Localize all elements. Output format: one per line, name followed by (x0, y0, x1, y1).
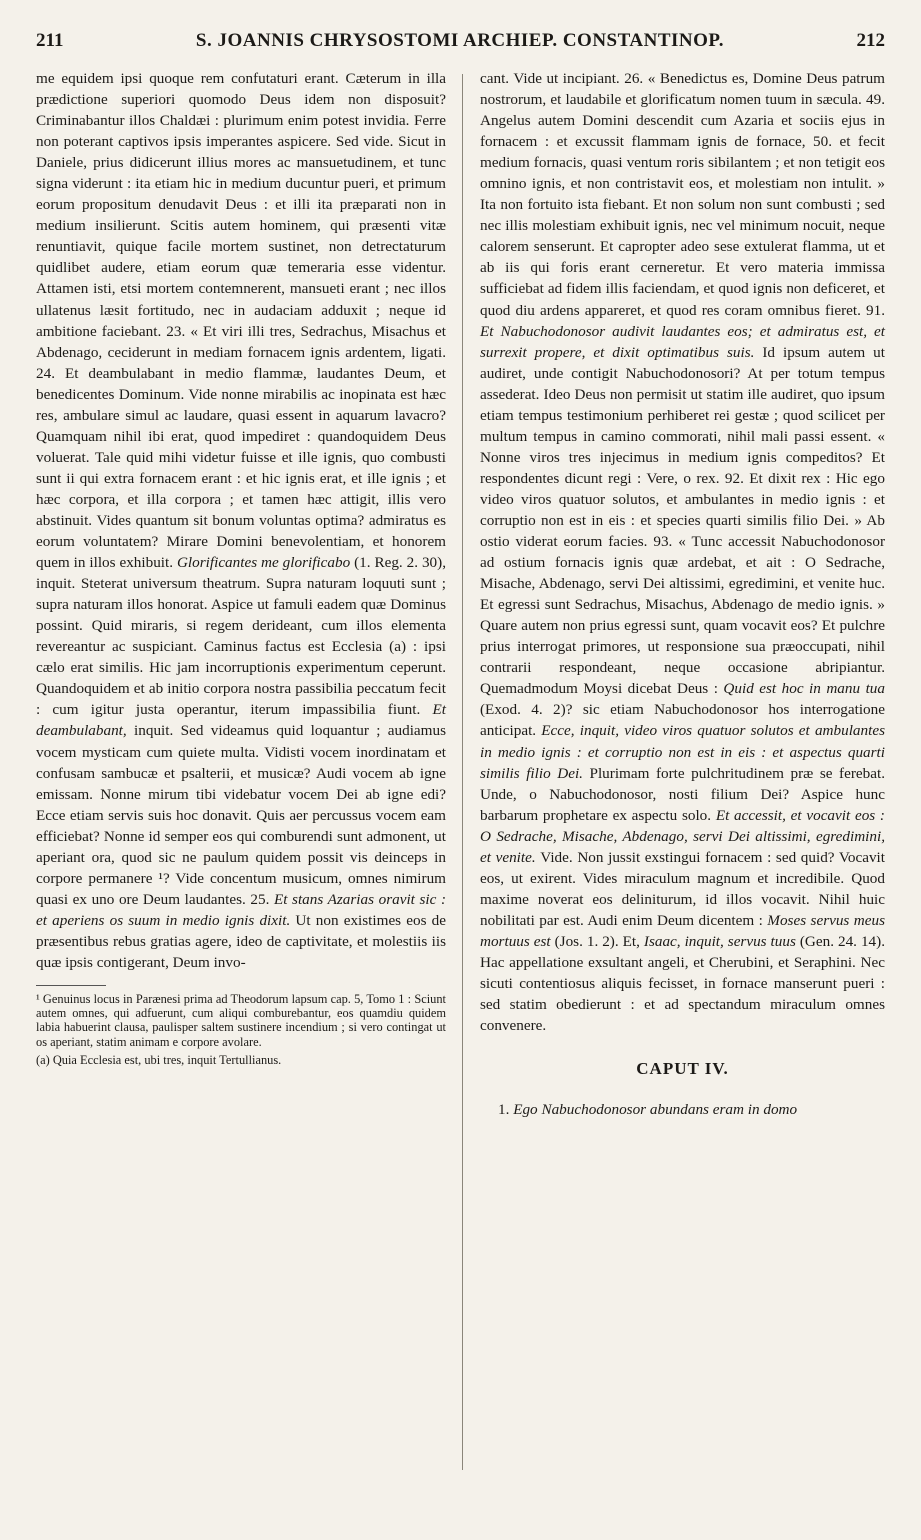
right-column (480, 68, 885, 1120)
chapter-opening (480, 1099, 885, 1120)
footnote-a: (a) Quia Ecclesia est, ubi tres, inquit Tertullianus. (36, 1052, 282, 1067)
text-run: cant. Vide ut incipiant. 26. « Benedictus es, Domine Deus patrum nostrorum, et laudabile et glorificatum nomen tuum in sæcula. 49. Angelus autem Domini descendit cum Azaria et sociis ejus in fornacem : et excussit flammam ignis de fornace, 50. et fecit medium fornacis, quasi ventum roris sibilantem ; et non tetigit eos omnino ignis, et non contristavit eos, et molestiam non intulit. » Ita non fortuito ista fiebant. Et non solum non sunt combusti ; sed nec illis molestiam exhibuit ignis, nec vel minimum nocuit, neque calorem senserunt. Et capropter adeo sese extulerat flamma, ut et ab iis qui foris erant cerneretur. Et vero materia immissa sufficiebat ad fidem illis faciendam, et quod ignis non deficeret, et quod diu ardens appareret, et quod res coram omnibus fieret. 91. (480, 70, 885, 319)
text-run: Ut non existimes eos de præsentibus rebus gratias agere, ideo de captivitate, et molestiis iis quæ ipsis contigerant, Deum invo- (36, 911, 447, 971)
text-run: Id ipsum autem ut audiret, unde contigit Nabuchodonosori? At per totum tempus assederat. Ideo Deus non permisit ut statim ille audiret, quo ipsum etiam tempus testimonium perhiberet rei gestæ ; quod scilicet per multum tempus in camino commorati, nihil mali passi essent. « Nonne viros tres injecimus in medium ignis compeditos? Et respondentes dicunt regi : Vere, o rex. 92. Et dixit rex : Hic ego video viros quatuor solutos, et ambulantes in medio ignis : et corruptio non est in eis : et species quarti similis filio Dei. » Ab ostio viderat eorum facies. 93. « Tunc accessit Nabuchodonosor ad ostium fornacis ignis quæ ardebat, et ait : O Sedrache, Misache, Abdenago, servi Dei altissimi, egredimini, et venite huc. Et egressi sunt Sedrachus, Misachus, Abdenago de medio ignis. » Quare autem non prius egressi sunt, quam vocavit eos? Et pulchre prius interrogat primores, ut responsione sua præoccupati, nihil contrarii respondeant, neque occasione abripiantur. Quemadmodum Moysi dicebat Deus : (480, 343, 885, 698)
footnote-rule (36, 985, 106, 986)
text-run: (Jos. 1. 2). Et, (554, 932, 644, 950)
running-title: S. JOANNIS CHRYSOSTOMI ARCHIEP. CONSTANTINOP. (195, 30, 725, 51)
left-column (36, 68, 446, 1067)
italic-quote: Glorificantes me glorificabo (176, 554, 355, 572)
right-page-number: 212 (856, 30, 885, 51)
text-run: Vide. Non jussit exstingui fornacem : sed quid? Vocavit eos, ut exirent. Vides miraculum magnum et incredibile. Quod maxime noverat eos deliniturum, id illos vocavit. Nihil huic nobilitati par est. Audi enim Deum dicentem : (480, 848, 886, 929)
left-paragraph (36, 68, 446, 973)
italic-quote: Isaac, inquit, servus tuus (643, 932, 800, 950)
italic-quote: Moses servus meus mortuus est (480, 911, 885, 950)
text-run: (Gen. 24. 14). Hac appellatione exsultant angeli, et Cherubini, et Seraphini. Nec sicuti contentiosus aliquis fecisset, in fornace manserunt pueri : sed statim obedierunt : et ad spectandum miraculum omnes convenere. (480, 932, 885, 1035)
left-page-number: 211 (36, 30, 64, 51)
footnote-1: ¹ Genuinus locus in Parænesi prima ad Theodorum lapsum cap. 5, Tomo 1 : Sciunt autem omnes, qui adfuerunt, cum aliqui comburebantur, eos quamdiu quidem labia habuerint clausa, paulisper saltem sustinere incendium ; si vero contingat ut os aperiant, statim animam e corpore avolare. (36, 992, 446, 1049)
footnotes (36, 992, 446, 1067)
text-run: me equidem ipsi quoque rem confutaturi erant. Cæterum in illa prædictione superiori quomodo Deus idem non disposuit? Criminabantur illos Chaldæi : plurimum enim potest invidia. Ferre non poterant captivos ipsis imperantes aspicere. Sed vide. Sicut in Daniele, prius didicerunt illius mores ac mansuetudinem, et tunc signa viderunt : ita etiam hic in medium ducuntur pueri, et primum eorum propositum denudavit Deus : et illi ita præparati non in medium insilierunt. Scitis autem hominem, qui præsenti vitæ renuntiavit, quique facile mortem sustinet, non detrectaturum quidlibet audere, etiam eorum quæ temeraria esse videntur. Attamen isti, etsi mortem contemnerent, mansueti erant ; nec illos ullatenus læsit fortitudo, nec in audaciam adduxit ; neque id ambitione faciebant. 23. « Et viri illi tres, Sedrachus, Misachus et Abdenago, ceciderunt in mediam fornacem ignis ardentem, ligati. 24. Et deambulabant in medio flammæ, laudantes Deum, et benedicentes Dominum. Vide nonne mirabilis ac inopinata est hæc res, ambulare simul ac laudare, quasi essent in aquarum lavacro? Quamquam nihil ibi erat, quod impediret : quandoquidem Deus voluerat. Tale quid mihi videtur fuisse et ille ignis, quo combusti sunt ii qui extra fornacem erant : et hic ignis erat, et ille ignis ; et hæc corpora, et illa corpora ; et tamen hæc attigit, illis vero abstinuit. Vides quantum sit bonum voluntas optima? admiratus es eorum voluntatem? Mirare Domini benevolentiam, et honorem quem in illos exhibuit. (36, 70, 446, 572)
italic-quote: Ecce, inquit, video viros quatuor solutos et ambulantes in medio ignis : et corruptio non est in eis : et aspectus quarti similis filio Dei. (480, 722, 885, 782)
italic-quote: Ego Nabuchodonosor abundans eram in domo (513, 1101, 798, 1119)
text-run: (1. Reg. 2. 30), inquit. Steterat universum theatrum. Supra naturam loquuti sunt ; supra naturam illos honorat. Aspice ut famuli eadem quæ Dominus possint. Quid miraris, si regem derideant, cum illos elementa revereantur ac suspiciant. Caminus factus est Ecclesia (a) : ipsi cælo erat similis. Hic jam incorruptionis experimentum ceperunt. Quandoquidem et ab initio corpora nostra passibilia peccatum fecit : cum igitur justa operantur, iterum impassibilia fiunt. (36, 554, 446, 719)
italic-quote: Et stans Azarias oravit sic : et aperiens os suum in medio ignis dixit. (36, 890, 446, 929)
italic-quote: Quid est hoc in manu tua (723, 680, 885, 698)
column-divider (462, 74, 463, 1470)
running-header (36, 30, 885, 64)
italic-quote: Et accessit, et vocavit eos : O Sedrache, Misache, Abdenago, servi Dei altissimi, egredimini, et venite. (480, 806, 885, 866)
text-run: Plurimam forte pulchritudinem præ se ferebat. Unde, o Nabuchodonosor, nosti filium Dei? Aspice hunc barbarum prophetare ex aspectu solo. (480, 764, 885, 824)
text-run: inquit. Sed videamus quid loquantur ; audiamus vocem mysticam cum quiete multa. Vidisti vocem inordinatam et confusam sambucæ et psalterii, et musicæ? Audi vocem ab igne emissam. Nonne mirum tibi videbatur vocem Dei ab igne edi? Ecce etiam servis suis hoc donavit. Quis aer percussus vocem eam efficiebat? Nonne id semper eos qui comburendi sunt admonent, ut aperiant ora, quod sic ne paulum quidem possit vis deinceps in corpore permanere ¹? Vide concentum musicum, omnes nimirum quasi ex uno ore Deum laudantes. 25. (36, 722, 446, 908)
right-paragraph (480, 68, 885, 1036)
verse-number: 1. (498, 1101, 514, 1119)
chapter-heading: CAPUT IV. (636, 1059, 729, 1079)
italic-quote: Et Nabuchodonosor audivit laudantes eos; et admiratus est, et surrexit propere, et dixit optimatibus suis. (480, 322, 885, 361)
text-run: (Exod. 4. 2)? sic etiam Nabuchodonosor hos interrogatione anticipat. (480, 701, 885, 740)
italic-quote: Et deambulabant, (36, 701, 446, 740)
